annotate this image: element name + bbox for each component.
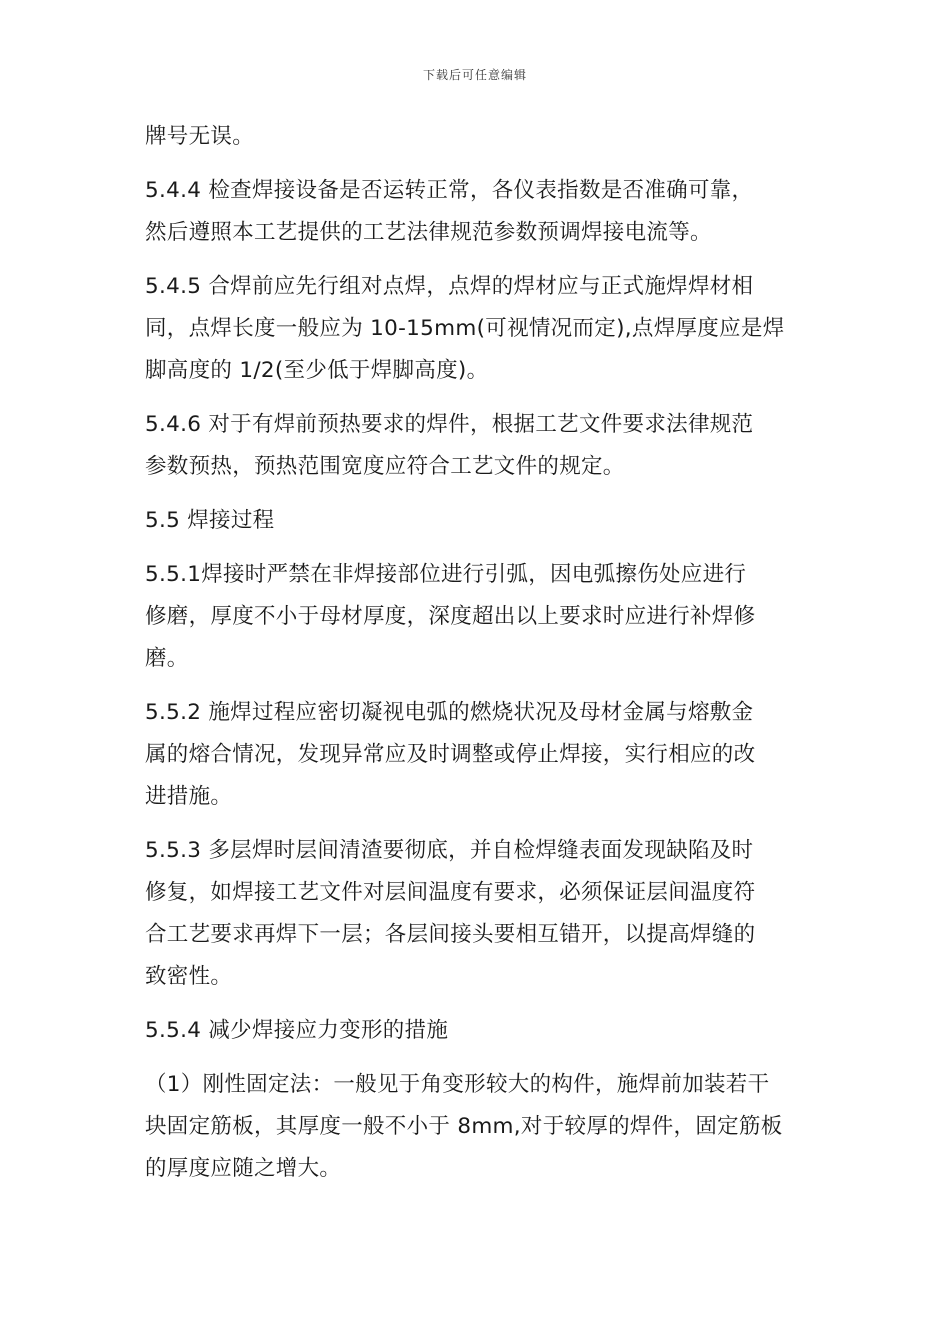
text-line: 参数预热，预热范围宽度应符合工艺文件的规定。 [145, 454, 625, 479]
section-heading [145, 500, 805, 542]
text-line: 脚高度的 1/2(至少低于焊脚高度)。 [145, 358, 489, 383]
text-line: 5.5.2 施焊过程应密切凝视电弧的燃烧状况及母材金属与熔敷金 [145, 700, 754, 725]
text-line: 修磨，厚度不小于母材厚度，深度超出以上要求时应进行补焊修 [145, 604, 756, 629]
text-line: 磨。 [145, 646, 189, 671]
text-line: 5.5.3 多层焊时层间清渣要彻底，并自检焊缝表面发现缺陷及时 [145, 838, 754, 863]
text-line: 进措施。 [145, 784, 233, 809]
paragraph [145, 404, 805, 488]
paragraph [145, 266, 805, 392]
text-line: 5.4.5 合焊前应先行组对点焊，点焊的焊材应与正式施焊焊材相 [145, 274, 754, 299]
paragraph [145, 830, 805, 998]
text-line: 的厚度应随之增大。 [145, 1156, 342, 1181]
text-line: 5.4.4 检查焊接设备是否运转正常，各仪表指数是否准确可靠， [145, 178, 754, 203]
text-line: 然后遵照本工艺提供的工艺法律规范参数预调焊接电流等。 [145, 220, 712, 245]
text-line: 块固定筋板，其厚度一般不小于 8mm,对于较厚的焊件，固定筋板 [145, 1114, 783, 1139]
paragraph [145, 170, 805, 254]
text-line: （1）刚性固定法：一般见于角变形较大的构件，施焊前加装若干 [145, 1072, 770, 1097]
text-line: 5.5.1焊接时严禁在非焊接部位进行引弧，因电弧擦伤处应进行 [145, 562, 747, 587]
paragraph [145, 554, 805, 680]
paragraph [145, 1064, 805, 1190]
text-line: 修复，如焊接工艺文件对层间温度有要求，必须保证层间温度符 [145, 880, 756, 905]
text-line: 5.4.6 对于有焊前预热要求的焊件，根据工艺文件要求法律规范 [145, 412, 754, 437]
text-line: 致密性。 [145, 964, 233, 989]
text-line: 属的熔合情况，发现异常应及时调整或停止焊接，实行相应的改 [145, 742, 756, 767]
document-body [145, 116, 805, 1202]
text-line: 牌号无误。 [145, 124, 255, 149]
text-line: 5.5.4 减少焊接应力变形的措施 [145, 1018, 449, 1043]
paragraph [145, 692, 805, 818]
paragraph [145, 116, 805, 158]
text-line: 合工艺要求再焊下一层；各层间接头要相互错开，以提高焊缝的 [145, 922, 756, 947]
text-line: 5.5 焊接过程 [145, 508, 275, 533]
text-line: 同，点焊长度一般应为 10-15mm(可视情况而定),点焊厚度应是焊 [145, 316, 785, 341]
paragraph [145, 1010, 805, 1052]
page-header: 下载后可任意编辑 [422, 68, 527, 82]
